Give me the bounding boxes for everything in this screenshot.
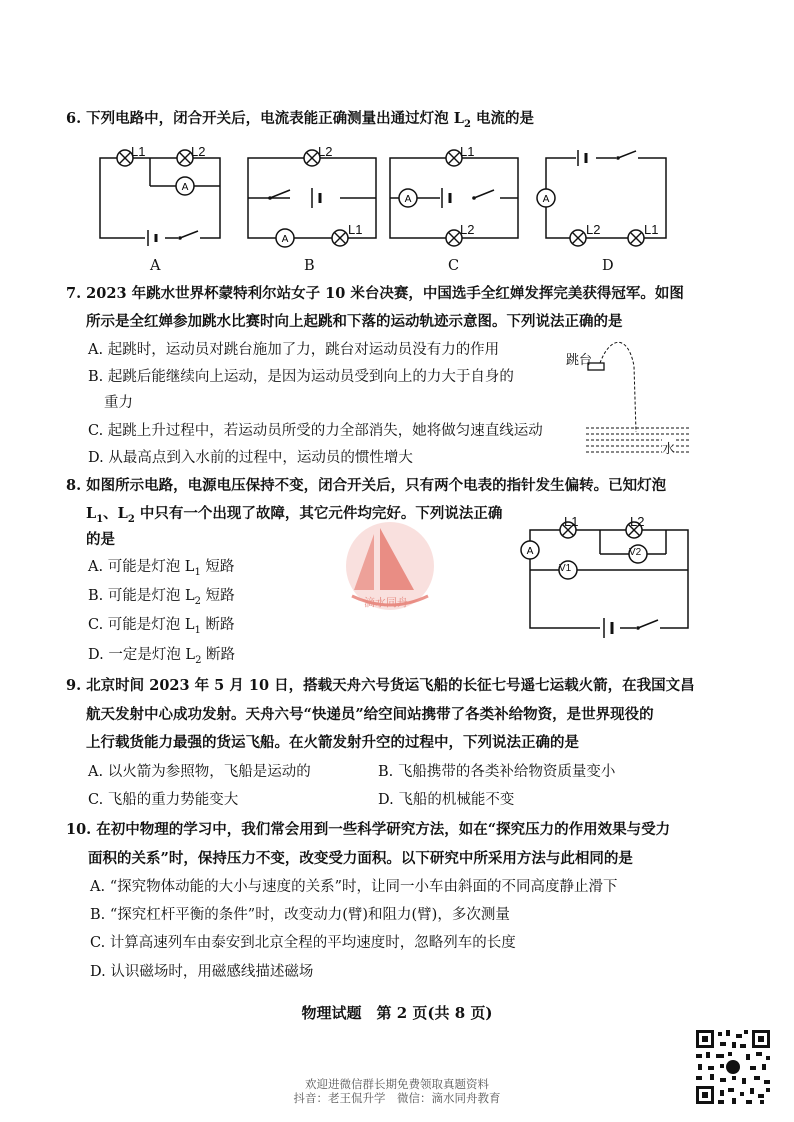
page-footer: 物理试题 第 2 页(共 8 页) <box>301 1004 493 1022</box>
q8-v1-label: V1 <box>559 563 572 574</box>
q7-option-d: D. 从最高点到入水前的过程中，运动员的惯性增大 <box>88 450 413 466</box>
q8-option-c: C. 可能是灯泡 $L_1$ 断路 <box>88 617 235 636</box>
q10-option-c: C. 计算高速列车由泰安到北京全程的平均速度时，忽略列车的长度 <box>90 935 516 951</box>
q7-water-label: 水 <box>662 438 675 457</box>
q10-option-b: B. “探究杠杆平衡的条件”时，改变动力(臂)和阻力(臂)，多次测量 <box>90 907 510 923</box>
q10-option-d: D. 认识磁场时，用磁感线描述磁场 <box>90 964 314 980</box>
q6c-l1-label: L1 <box>460 144 475 159</box>
q6-stem: 6. 下列电路中，闭合开关后，电流表能正确测量出通过灯泡 $L_2$ 电流的是 <box>66 110 534 130</box>
q9-option-b: B. 飞船携带的各类补给物资质量变小 <box>378 764 616 780</box>
bottom-note-line1: 欢迎进微信群长期免费领取真题资料 <box>305 1077 489 1091</box>
q6-caption-a: A <box>150 258 161 274</box>
q6-caption-b: B <box>304 258 315 274</box>
q6a-ammeter-label: A <box>181 182 189 193</box>
q6b-l1-label: L1 <box>348 222 363 237</box>
q6a-l2-label: L2 <box>191 144 206 159</box>
q7-platform-label: 跳台 <box>566 352 593 367</box>
q7-stem-line2: 所示是全红婵参加跳水比赛时向上起跳和下落的运动轨迹示意图。下列说法正确的是 <box>86 313 623 330</box>
q8-stem-line2: $L_1$、$L_2$ 中只有一个出现了故障，其它元件均完好。下列说法正确 <box>86 505 503 525</box>
q7-option-b: B. 起跳后能继续向上运动，是因为运动员受到向上的力大于自身的 <box>88 369 514 385</box>
q7-option-c: C. 起跳上升过程中，若运动员所受的力全部消失，她将做匀速直线运动 <box>88 423 543 439</box>
q8-l2-label: L2 <box>630 514 645 529</box>
q6b-l2-label: L2 <box>318 144 333 159</box>
q8-l1-label: L1 <box>564 514 579 529</box>
q6d-l1-label: L1 <box>644 222 659 237</box>
q10-stem-line1: 10. 在初中物理的学习中，我们常会用到一些科学研究方法，如在“探究压力的作用效果与受力 <box>66 821 671 838</box>
q8-ammeter-label: A <box>526 546 534 557</box>
q9-stem-line3: 上行载货能力最强的货运飞船。在火箭发射升空的过程中，下列说法正确的是 <box>86 734 579 751</box>
q8-option-d: D. 一定是灯泡 $L_2$ 断路 <box>88 647 236 666</box>
q6-caption-c: C <box>448 258 460 274</box>
q8-stem-line1: 8. 如图所示电路，电源电压保持不变，闭合开关后，只有两个电表的指针发生偏转。已知灯泡 <box>66 477 667 494</box>
bottom-note-line2: 抖音：老王侃升学 微信：滴水同舟教育 <box>293 1091 501 1105</box>
q7-stem-line1: 7. 2023 年跳水世界杯蒙特利尔站女子 10 米台决赛，中国选手全红婵发挥完美获得冠军。如图 <box>66 285 684 302</box>
q6-circuit-diagrams <box>90 138 690 278</box>
q9-stem-line1: 9. 北京时间 2023 年 5 月 10 日，搭载天舟六号货运飞船的长征七号遥七运载火箭，在我国文昌 <box>66 677 695 694</box>
q7-option-b-cont: 重力 <box>104 395 133 411</box>
q10-stem-line2: 面积的关系”时，保持压力不变，改变受力面积。以下研究中所采用方法与此相同的是 <box>88 850 633 867</box>
q6d-ammeter-label: A <box>542 194 550 205</box>
q9-stem-line2: 航天发射中心成功发射。天舟六号“快递员”给空间站携带了各类补给物资，是世界现役的 <box>86 706 654 723</box>
q8-option-a: A. 可能是灯泡 $L_1$ 短路 <box>88 559 235 578</box>
q9-option-d: D. 飞船的机械能不变 <box>378 792 515 808</box>
q8-stem-line3: 的是 <box>86 531 115 548</box>
watermark-logo-text: 滴水同舟 <box>364 596 408 609</box>
q6a-l1-label: L1 <box>131 144 146 159</box>
q10-option-a: A. “探究物体动能的大小与速度的关系”时，让同一小车由斜面的不同高度静止滑下 <box>90 879 618 895</box>
q7-option-a: A. 起跳时，运动员对跳台施加了力，跳台对运动员没有力的作用 <box>88 342 500 358</box>
q6b-ammeter-label: A <box>281 234 289 245</box>
q6c-l2-label: L2 <box>460 222 475 237</box>
q9-option-a: A. 以火箭为参照物，飞船是运动的 <box>88 764 311 780</box>
q8-circuit-diagram <box>516 516 696 640</box>
q9-option-c: C. 飞船的重力势能变大 <box>88 792 239 808</box>
q6-caption-d: D <box>602 258 614 274</box>
q8-v2-label: V2 <box>629 547 642 558</box>
q8-option-b: B. 可能是灯泡 $L_2$ 短路 <box>88 588 235 607</box>
q6c-ammeter-label: A <box>404 194 412 205</box>
q6d-l2-label: L2 <box>586 222 601 237</box>
